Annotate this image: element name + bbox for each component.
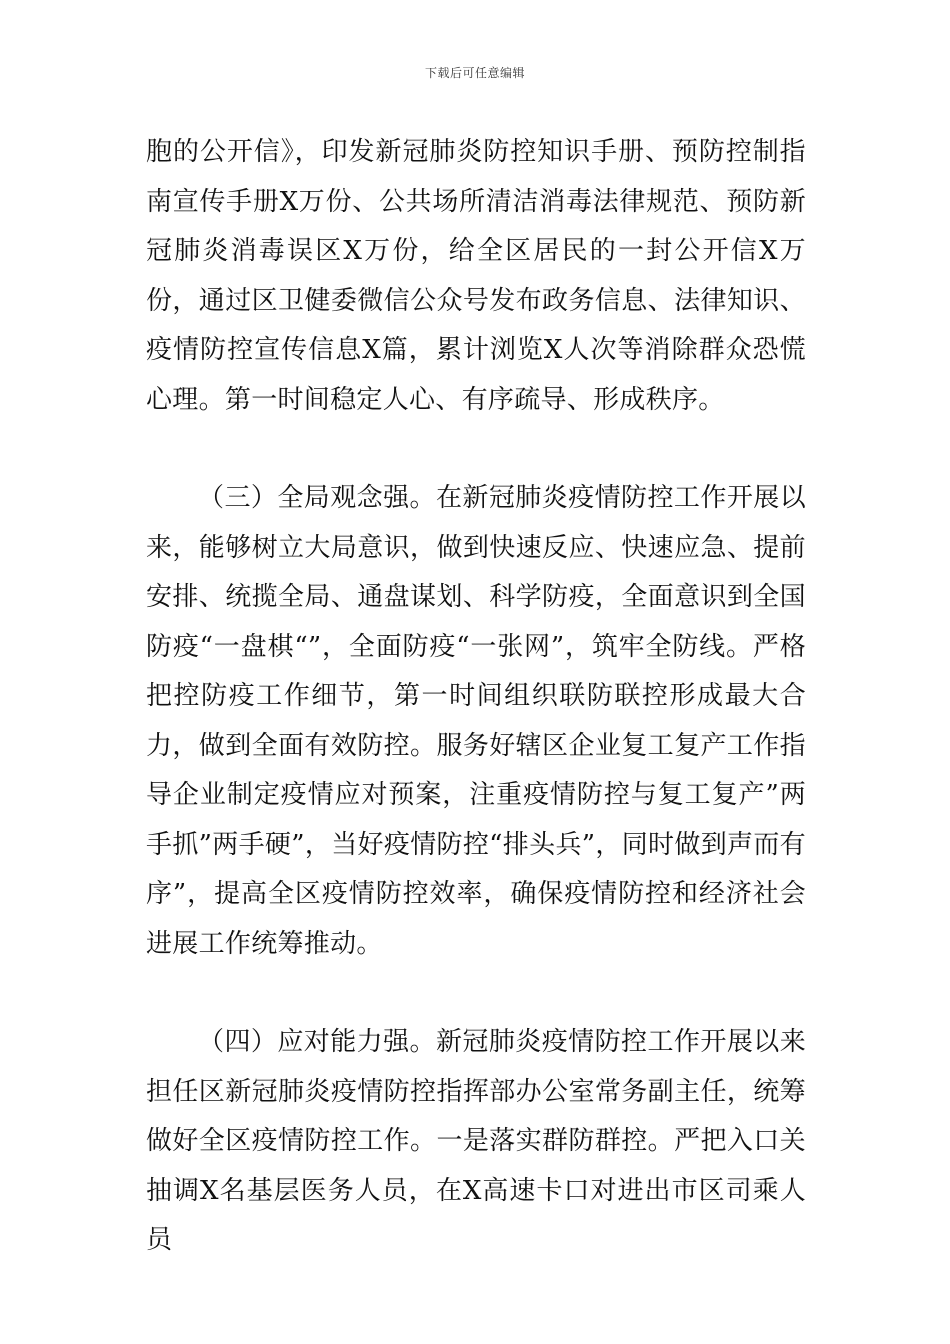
paragraph-continuation: 胞的公开信》，印发新冠肺炎防控知识手册、预防控制指南宣传手册X万份、公共场所清洁消毒法律规范、预防新冠肺炎消毒误区X万份，给全区居民的一封公开信X万份，通过区卫健委微信公众号发布政务信息、法律知识、疫情防控宣传信息X篇，累计浏览X人次等消除群众恐慌心理。第一时间稳定人心、有序疏导、形成秩序。 bbox=[146, 137, 806, 415]
paragraph-section-four: （四）应对能力强。新冠肺炎疫情防控工作开展以来担任区新冠肺炎疫情防控指挥部办公室常务副主任，统筹做好全区疫情防控工作。一是落实群防群控。严把入口关抽调X名基层医务人员，在X高速卡口对进出市区司乘人员 bbox=[146, 1027, 806, 1255]
paragraph-gap bbox=[146, 969, 806, 1018]
paragraph-gap bbox=[146, 425, 806, 474]
document-body bbox=[146, 128, 806, 1266]
page-header-note: 下载后可任意编辑 bbox=[424, 66, 525, 80]
paragraph-section-three: （三）全局观念强。在新冠肺炎疫情防控工作开展以来，能够树立大局意识，做到快速反应、快速应急、提前安排、统揽全局、通盘谋划、科学防疫，全面意识到全国防疫“一盘棋“”，全面防疫“一张网”，筑牢全防线。严格把控防疫工作细节，第一时间组织联防联控形成最大合力，做到全面有效防控。服务好辖区企业复工复产工作指导企业制定疫情应对预案，注重疫情防控与复工复产”两手抓”两手硬”，当好疫情防控“排头兵”，同时做到声而有序”，提高全区疫情防控效率，确保疫情防控和经济社会进展工作统筹推动。 bbox=[146, 483, 806, 959]
